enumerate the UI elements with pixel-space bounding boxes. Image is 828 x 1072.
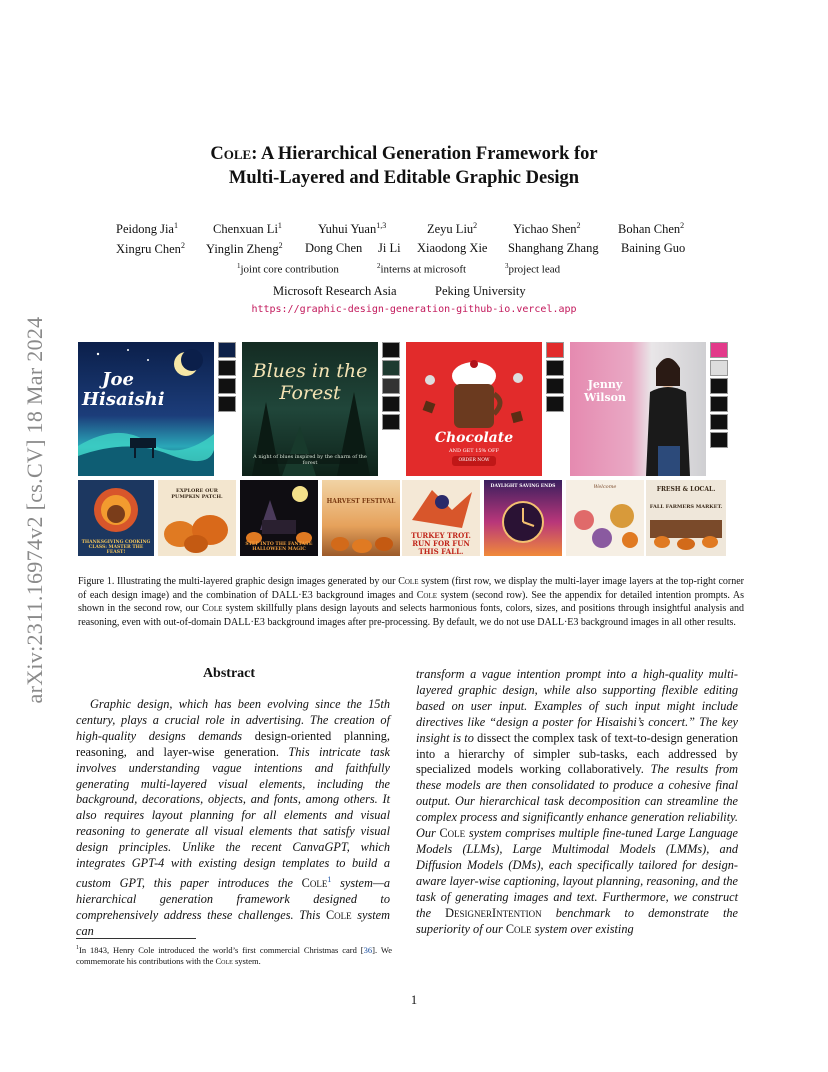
design-daylight-text: DAYLIGHT SAVING ENDS xyxy=(490,484,556,489)
layer-thumb xyxy=(710,342,728,358)
design-blues-forest-title: Blues in the Forest xyxy=(252,360,368,404)
project-url[interactable]: https://graphic-design-generation-github-io.vercel.app xyxy=(251,304,577,315)
design-pumpkin-patch xyxy=(158,480,236,556)
abstract-right-column: transform a vague intention prompt into a high-quality multi-layered graphic design, while also supporting flexible editing based on user input. Examples of such input might include directives like “design a poster for Hisaishi’s concert.” The key insight is to dissect the complex task of text-to-design generation into a hierarchy of simpler sub-tasks, each addressed by specialized models working collaboratively. The results from these models are then consolidated to produce a cohesive final output. Our hierarchical task decomposition can streamline the complex process and significantly enhance generation reliability. Our Cole system comprises multiple fine-tuned Large Language Models (LLMs), Large Multimodal Models (LMMs), and Diffusion Models (DMs), each specifically tailored for design-aware layer-wise captioning, layout planning, reasoning, and the task of generating images and text. Furthermore, we construct the DesignerIntention benchmark to demonstrate the superiority of our Cole system over existing xyxy=(416,667,738,936)
figure-caption: Figure 1. Illustrating the multi-layered graphic design images generated by our Cole system (first row, we display the multi-layer image layers at the top-right corner of each design image) and the combination of DALL·E3 background images and Cole system (second row). See the appendix for detailed intention prompts. As shown in the second row, our Cole system skillfully plans design layouts and selects harmonious fonts, colors, sizes, and positions through insightful analysis and reasoning, even with out-of-domain DALL·E3 background images after pre-processing. By default, we do not use DALL·E3 background images in all other results. xyxy=(78,576,745,628)
design-jenny-wilson-title: Jenny Wilson xyxy=(583,378,627,404)
design-market-text2: FALL FARMERS MARKET. xyxy=(649,504,723,510)
layer-thumb xyxy=(382,360,400,376)
design-chocolate-title: Chocolate xyxy=(434,430,514,446)
layer-thumb xyxy=(218,378,236,394)
author-peidong-jia: Peidong Jia$^1$ xyxy=(116,221,178,237)
design-pumpkin-text: EXPLORE OUR PUMPKIN PATCH. xyxy=(171,488,223,500)
portrait-illustration xyxy=(570,342,706,476)
design-halloween-text: STEP INTO THE FANTASY: HALLOWEEN MAGIC xyxy=(245,542,313,552)
design-harvest-text: HARVEST FESTIVAL xyxy=(326,498,396,505)
layer-thumb xyxy=(382,396,400,412)
layer-thumb xyxy=(710,378,728,394)
institution-pku: Peking University xyxy=(435,284,526,298)
design-blues-forest xyxy=(242,342,378,476)
layer-thumb xyxy=(218,342,236,358)
author-yichao-shen: Yichao Shen$^2$ xyxy=(513,221,581,237)
design-joe-hisaishi xyxy=(78,342,214,476)
design-welcome-text: Welcome xyxy=(593,484,617,490)
paper-title-line1: Cole: A Hierarchical Generation Framework for xyxy=(210,144,598,164)
layer-thumb xyxy=(218,396,236,412)
layer-thumb xyxy=(710,360,728,376)
design-chocolate-tag: AND GET 15% OFF xyxy=(449,448,499,454)
design-welcome-garden xyxy=(566,480,644,556)
design-thanksgiving-text: THANKSGIVING COOKING CLASS: MASTER THE FEAST! xyxy=(81,540,151,555)
design-chocolate xyxy=(406,342,542,476)
note-project-lead: $^3$project lead xyxy=(505,262,561,276)
design-halloween xyxy=(240,480,318,556)
design-jenny-wilson xyxy=(570,342,706,476)
layer-thumb xyxy=(218,360,236,376)
layer-thumb xyxy=(546,342,564,358)
author-xingru-chen: Xingru Chen$^2$ xyxy=(116,241,185,257)
design-turkey-trot-text: TURKEY TROT. RUN FOR FUN THIS FALL. xyxy=(411,531,471,556)
author-shanghang-zhang: Shanghang Zhang xyxy=(508,241,599,255)
abstract-left-column: Graphic design, which has been evolving since the 15th century, plays a crucial role in advertising. The creation of high-quality designs demands design-oriented planning, reasoning, and layer-wise generation. This intricate task involves understanding vague intentions and faithfully generating multi-layered visual elements, including the background, decorations, objects, and fonts, among others. It also requires layout planning for all elements and visual reasoning to generate all visual elements that satisfy visual design principles. Unlike the recent CanvaGPT, which integrates GPT-4 with existing design templates to build a custom GPT, this paper introduces the Cole$^1$ system—a hierarchical generation framework designed to comprehensively address these challenges. This Cole system can xyxy=(76,697,391,938)
note-interns: $^2$interns at microsoft xyxy=(377,262,467,276)
layer-thumb xyxy=(710,414,728,430)
footnote: $^1$In 1843, Henry Cole introduced the world’s first commercial Christmas card [36]. We commemorate his contributions with the Cole system. xyxy=(76,944,392,966)
layer-thumb xyxy=(710,396,728,412)
author-yuhui-yuan: Yuhui Yuan$^{1,3}$ xyxy=(318,221,387,237)
design-joe-hisaishi-title: Joe Hisaishi xyxy=(82,369,165,410)
institution-msra: Microsoft Research Asia xyxy=(273,284,397,298)
footnote-rule xyxy=(76,938,196,939)
design-harvest-festival xyxy=(322,480,400,556)
author-dong-chen: Dong Chen xyxy=(305,241,363,255)
layer-thumb xyxy=(382,342,400,358)
layer-thumb xyxy=(546,360,564,376)
design-farmers-market xyxy=(646,480,726,556)
page-number: 1 xyxy=(410,993,418,1007)
note-joint-contribution: $^1$joint core contribution xyxy=(237,262,339,276)
layer-thumb xyxy=(382,414,400,430)
author-zeyu-liu: Zeyu Liu$^2$ xyxy=(427,221,478,237)
paper-title-line2: Multi-Layered and Editable Graphic Design xyxy=(228,168,580,188)
design-blues-forest-tagline: A night of blues inspired by the charm of the forest xyxy=(253,454,367,466)
layer-thumb xyxy=(382,378,400,394)
garden-illustration xyxy=(566,480,644,556)
author-bohan-chen: Bohan Chen$^2$ xyxy=(618,221,685,237)
design-daylight-saving xyxy=(484,480,562,556)
author-chenxuan-li: Chenxuan Li$^1$ xyxy=(213,221,282,237)
clock-illustration xyxy=(484,480,562,556)
citation-link[interactable]: 36 xyxy=(363,944,373,955)
layer-thumb xyxy=(710,432,728,448)
arxiv-identifier: arXiv:2311.16974v2 [cs.CV] 18 Mar 2024 xyxy=(22,316,47,704)
layer-thumb xyxy=(546,396,564,412)
author-xiaodong-xie: Xiaodong Xie xyxy=(417,241,488,255)
author-ji-li: Ji Li xyxy=(378,241,401,255)
harvest-illustration xyxy=(322,480,400,556)
design-turkey-trot xyxy=(402,480,480,556)
author-yinglin-zheng: Yinglin Zheng$^2$ xyxy=(206,241,283,257)
design-chocolate-button: ORDER NOW xyxy=(458,458,490,463)
author-baining-guo: Baining Guo xyxy=(621,241,686,255)
abstract-heading: Abstract xyxy=(202,666,256,681)
layer-thumb xyxy=(546,378,564,394)
design-thanksgiving-class xyxy=(78,480,154,556)
hot-chocolate-illustration xyxy=(406,342,542,476)
design-market-text1: FRESH & LOCAL. xyxy=(656,486,716,493)
